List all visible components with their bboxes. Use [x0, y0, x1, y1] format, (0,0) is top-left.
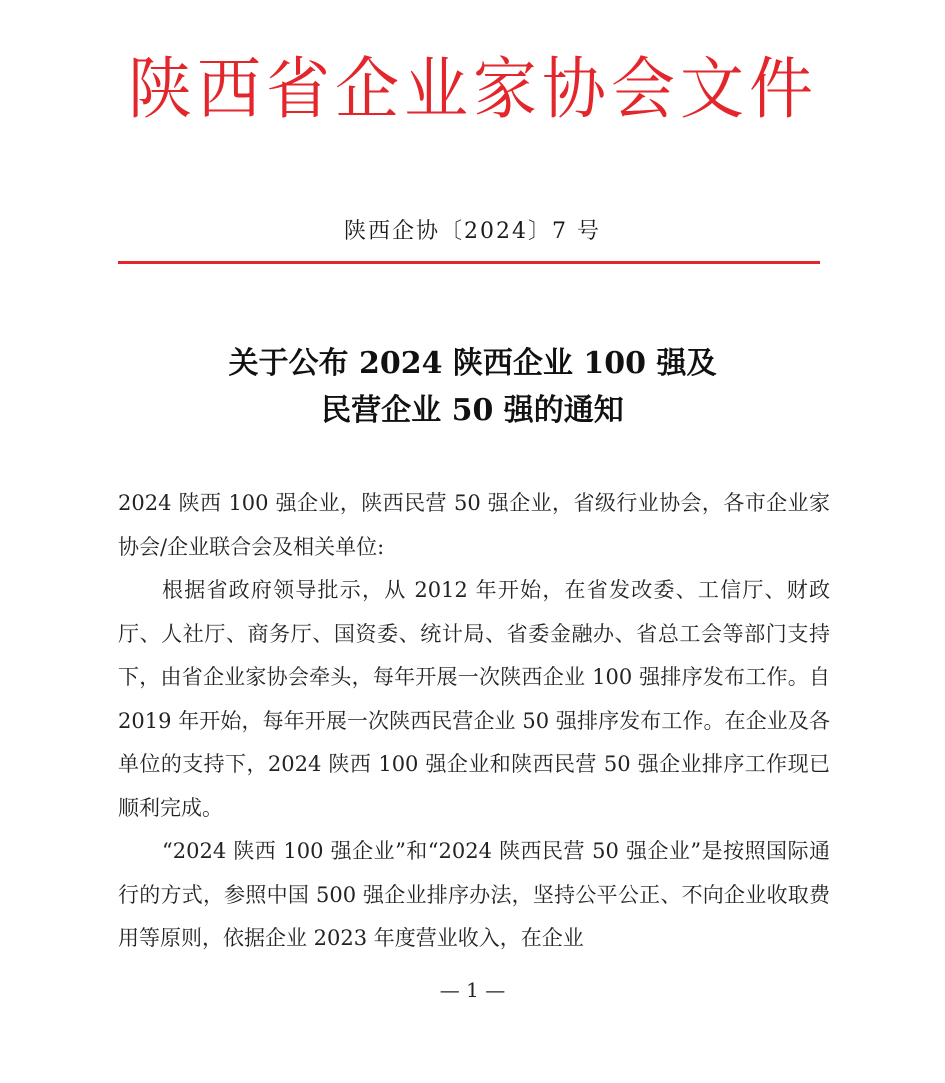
paragraph-2: “2024 陕西 100 强企业”和“2024 陕西民营 50 强企业”是按照国际通行的方式，参照中国 500 强企业排序办法，坚持公平公正、不向企业收取费用等原则，依据企业 2023 年度营业收入，在企业: [118, 839, 830, 950]
salutation: 2024 陕西 100 强企业，陕西民营 50 强企业，省级行业协会，各市企业家协会/企业联合会及相关单位:: [118, 491, 830, 559]
notice-body: [118, 482, 830, 961]
notice-title-line1: 关于公布 2024 陕西企业 100 强及: [228, 346, 717, 381]
page-number: — 1 —: [439, 978, 506, 1002]
red-divider-line: [118, 261, 820, 264]
notice-title: [0, 340, 945, 434]
notice-title-line2: 民营企业 50 强的通知: [321, 393, 624, 428]
paragraph-1: 根据省政府领导批示，从 2012 年开始，在省发改委、工信厅、财政厅、人社厅、商务厅、国资委、统计局、省委金融办、省总工会等部门支持下，由省企业家协会牵头，每年开展一次陕西企业 100 强排序发布工作。自 2019 年开始，每年开展一次陕西民营企业 50 强排序发布工作。在企业及各单位的支持下，2024 陕西 100 强企业和陕西民营 50 强企业排序工作现已顺利完成。: [118, 578, 830, 820]
document-number: 陕西企协〔2024〕7 号: [344, 219, 601, 244]
masthead-title: 陕西省企业家协会文件: [128, 51, 818, 129]
